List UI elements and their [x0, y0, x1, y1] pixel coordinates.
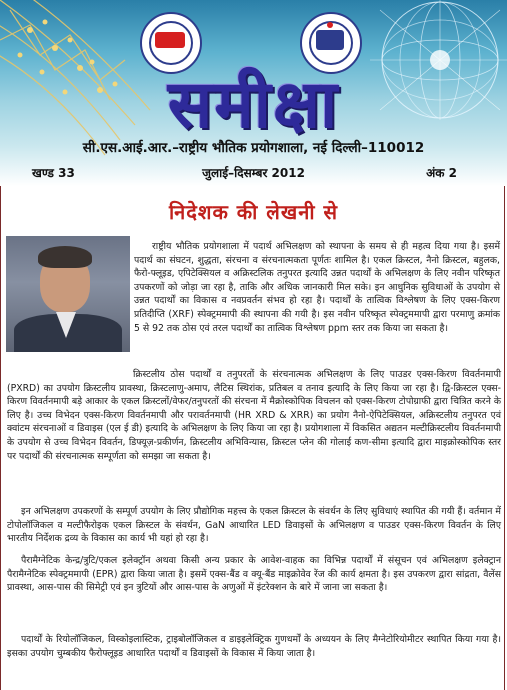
article-paragraph: इन अभिलक्षण उपकरणों के सम्पूर्ण उपयोग के लिए प्रौद्योगिक महत्त्व के एकल क्रिस्टल के संवर्धन के लिए सुविधाएं स्थापित की गयी हैं। वर्तमान में टोपोलॉजिकल व मल्टीफैरोइक एकल क्रिस्टल के संवर्धन, GaN आधारित LED डिवाइसों के अभिलक्षण व पाउडर एक्स-किरण विवर्तन के लिए भारतीय निर्देशक द्रव्य के विकास का कार्य भी यहां हो रहा है। [7, 506, 501, 545]
director-photo [6, 236, 130, 352]
article-heading: निदेशक की लेखनी से [168, 200, 338, 224]
masthead-banner [0, 0, 507, 186]
csir-logo [140, 12, 202, 74]
npl-logo [300, 12, 362, 74]
masthead-title: समीक्षा [167, 66, 340, 143]
issue-number: अंक 2 [426, 166, 457, 180]
article-paragraph: राष्ट्रीय भौतिक प्रयोगशाला में पदार्थ अभिलक्षण को स्थापना के समय से ही महत्व दिया गया है। इसमें पदार्थ का संघटन, शुद्धता, संरचना व संरचनात्मकता पूर्णतः शामिल है। एकल क्रिस्टल, नैनो क्रिस्टल, बहुलक, फैरो-फ्लूइड, एपिटेक्सियल व अक्रिस्टलिक तनुपरत इत्यादि उन्नत पदार्थों के अभिलक्षण के लिए नवीन परिष्कृत उपकरणों को जोड़ा जा रहा है, ताकि और अधिक जानकारी मिल सके। इन आधुनिक सुविधाओं के उपयोग से उन्नत पदार्थों का विकास व नवप्रवर्तन संभव हो रहा है। पदार्थों के तात्विक विश्लेषण के लिए एक्स-किरण प्रतिदीप्ति (XRF) स्पेक्ट्रममापी की स्थापना की गयी है। इस नवीन परिष्कृत स्पेक्ट्रममापी द्वारा परमाणु क्रमांक 5 से 92 तक ठोस एवं तरल पदार्थों का तात्विक विश्लेषण ppm स्तर तक किया जा सकता है। [134, 241, 500, 334]
article-paragraph: क्रिस्टलीय ठोस पदार्थों व तनुपरतों के संरचनात्मक अभिलक्षण के लिए पाउडर एक्स-किरण विवर्तनमापी (PXRD) का उपयोग क्रिस्टलीय प्रावस्था, क्रिस्टलाणु-अमाप, लैटिस स्थिरांक, प्रतिबल व तनाव इत्यादि के लिए किया जा रहा है। द्वि-क्रिस्टल एक्स-किरण विवर्तनमापी बड़े आकार के एकल क्रिस्टलों/वेफर/तनुपरतों की संरचना में मैक्रोस्कोपिक विचलन को एक्स-किरण टोपोग्राफी द्वारा चित्रित करने के लिए है। उच्च विभेदन एक्स-किरण विवर्तनमापी और परावर्तनमापी (HR XRD & XRR) का प्रयोग नैनो-ऐपिटेक्सियल, अक्रिस्टलीय तनुपरत एवं क्वांटम संरचनाओं व डिवाइस (एल ई डी) इत्यादि के अभिलक्षण के लिए किया जा रहा है। प्रयोगशाला में विकसित अद्यतन मल्टीक्रिस्टलीय विवर्तनमापी के उपयोग से उच्च विभेदन विवर्तन, डिफ्यूज़-प्रकीर्णन, क्रिस्टलीय अभिविन्यास, क्रिस्टल प्लेन की गोलाई कण-सीमा इत्यादि द्वारा माइक्रोस्कोपिक स्तर पर पदार्थों की संरचनात्मक सम्पूर्णता को समझा जा सकता है। [7, 369, 501, 462]
volume-label: खण्ड 33 [32, 166, 75, 180]
article-paragraph: पैरामैग्नेटिक केन्द्र/त्रुटि/एकल इलेक्ट्रॉन अथवा किसी अन्य प्रकार के आवेश-वाहक का विभिन्न पदार्थों में संसूचन एवं अभिलक्षण इलेक्ट्रान पैरामैग्नेटिक स्पेक्ट्रममापी (EPR) द्वारा किया जाता है। इसमें एक्स-बैंड व क्यू-बैंड माइक्रोवेव रेंज की कार्य क्षमता है। इस उपकरण द्वारा सांद्रता, वैलेंस प्रावस्था, आस-पास की सिमेट्री एवं इन त्रुटियों और आस-पास के अणुओं में इंटरेक्शन के बारे में जाना जा सकता है। [7, 555, 501, 594]
article-paragraph: पदार्थों के रियोलॉजिकल, विस्कोइलास्टिक, ट्राइबोलॉजिकल व डाइइलेक्ट्रिक गुणधर्मों के अध्ययन के लिए मैग्नेटोरियोमीटर स्थापित किया गया है। इसका उपयोग चुम्बकीय फैरोफ्लूइड आधारित पदार्थों व डिवाइसों के विकास में किया जाता है। [7, 634, 501, 659]
issue-period: जुलाई–दिसम्बर 2012 [202, 166, 305, 180]
masthead-subtitle: सी.एस.आई.आर.–राष्ट्रीय भौतिक प्रयोगशाला, नई दिल्ली–110012 [82, 140, 425, 156]
